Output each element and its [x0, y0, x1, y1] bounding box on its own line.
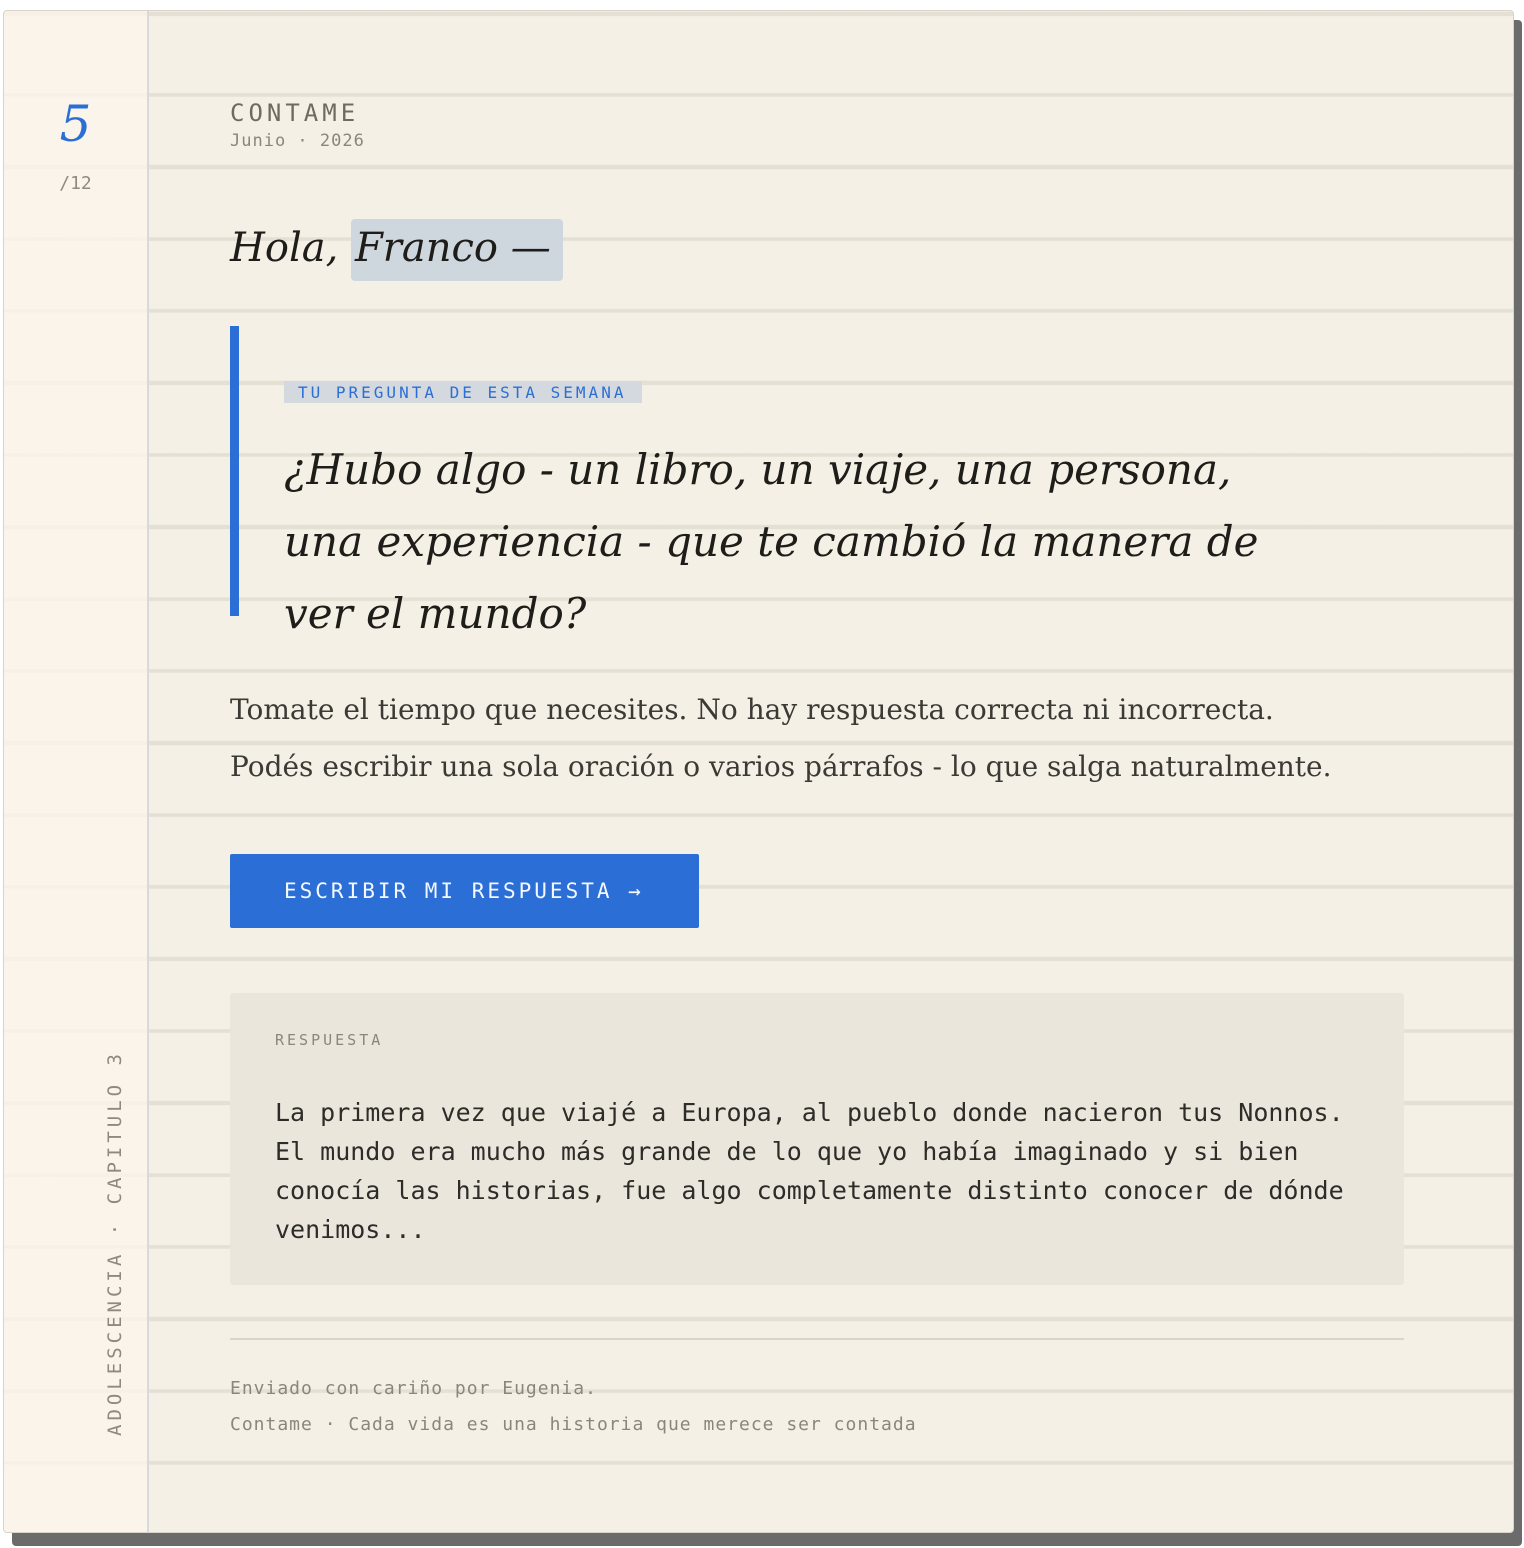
footer	[230, 1371, 917, 1443]
question-block	[230, 326, 1339, 638]
chapter-label: ADOLESCENCIA · CAPITULO 3	[104, 1050, 126, 1436]
page-number: 5	[59, 95, 92, 153]
question-tag: TU PREGUNTA DE ESTA SEMANA	[284, 381, 642, 403]
answer-box	[230, 993, 1404, 1285]
answer-text: La primera vez que viajé a Europa, al pueblo donde nacieron tus Nonnos. El mundo era mucho más grande de lo que yo había imaginado y si bien conocía las historias, fue algo completamente distinto conocer de dónde venimos...	[275, 1098, 1344, 1244]
greeting	[230, 225, 563, 271]
footer-sender: Enviado con cariño por Eugenia.	[230, 1378, 597, 1399]
page-total: /12	[59, 173, 92, 194]
margin-column	[4, 11, 149, 1532]
footer-tagline: Contame · Cada vida es una historia que merece ser contada	[230, 1414, 917, 1435]
greeting-name: Franco —	[351, 219, 563, 281]
issue-date: Junio · 2026	[230, 131, 365, 151]
greeting-prefix: Hola,	[230, 225, 339, 271]
instructions	[230, 681, 1404, 795]
question-text: ¿Hubo algo - un libro, un viaje, una persona, una experiencia - que te cambió la manera de ver el mundo?	[284, 445, 1259, 638]
write-answer-button[interactable]: ESCRIBIR MI RESPUESTA →	[230, 854, 699, 928]
footer-divider	[230, 1338, 1404, 1340]
instructions-line-1: Tomate el tiempo que necesites. No hay respuesta correcta ni incorrecta.	[230, 693, 1274, 726]
answer-label: RESPUESTA	[275, 1031, 384, 1049]
instructions-line-2: Podés escribir una sola oración o varios párrafos - lo que salga naturalmente.	[230, 750, 1332, 783]
brand-title: CONTAME	[230, 99, 360, 127]
letter-card	[3, 10, 1514, 1533]
